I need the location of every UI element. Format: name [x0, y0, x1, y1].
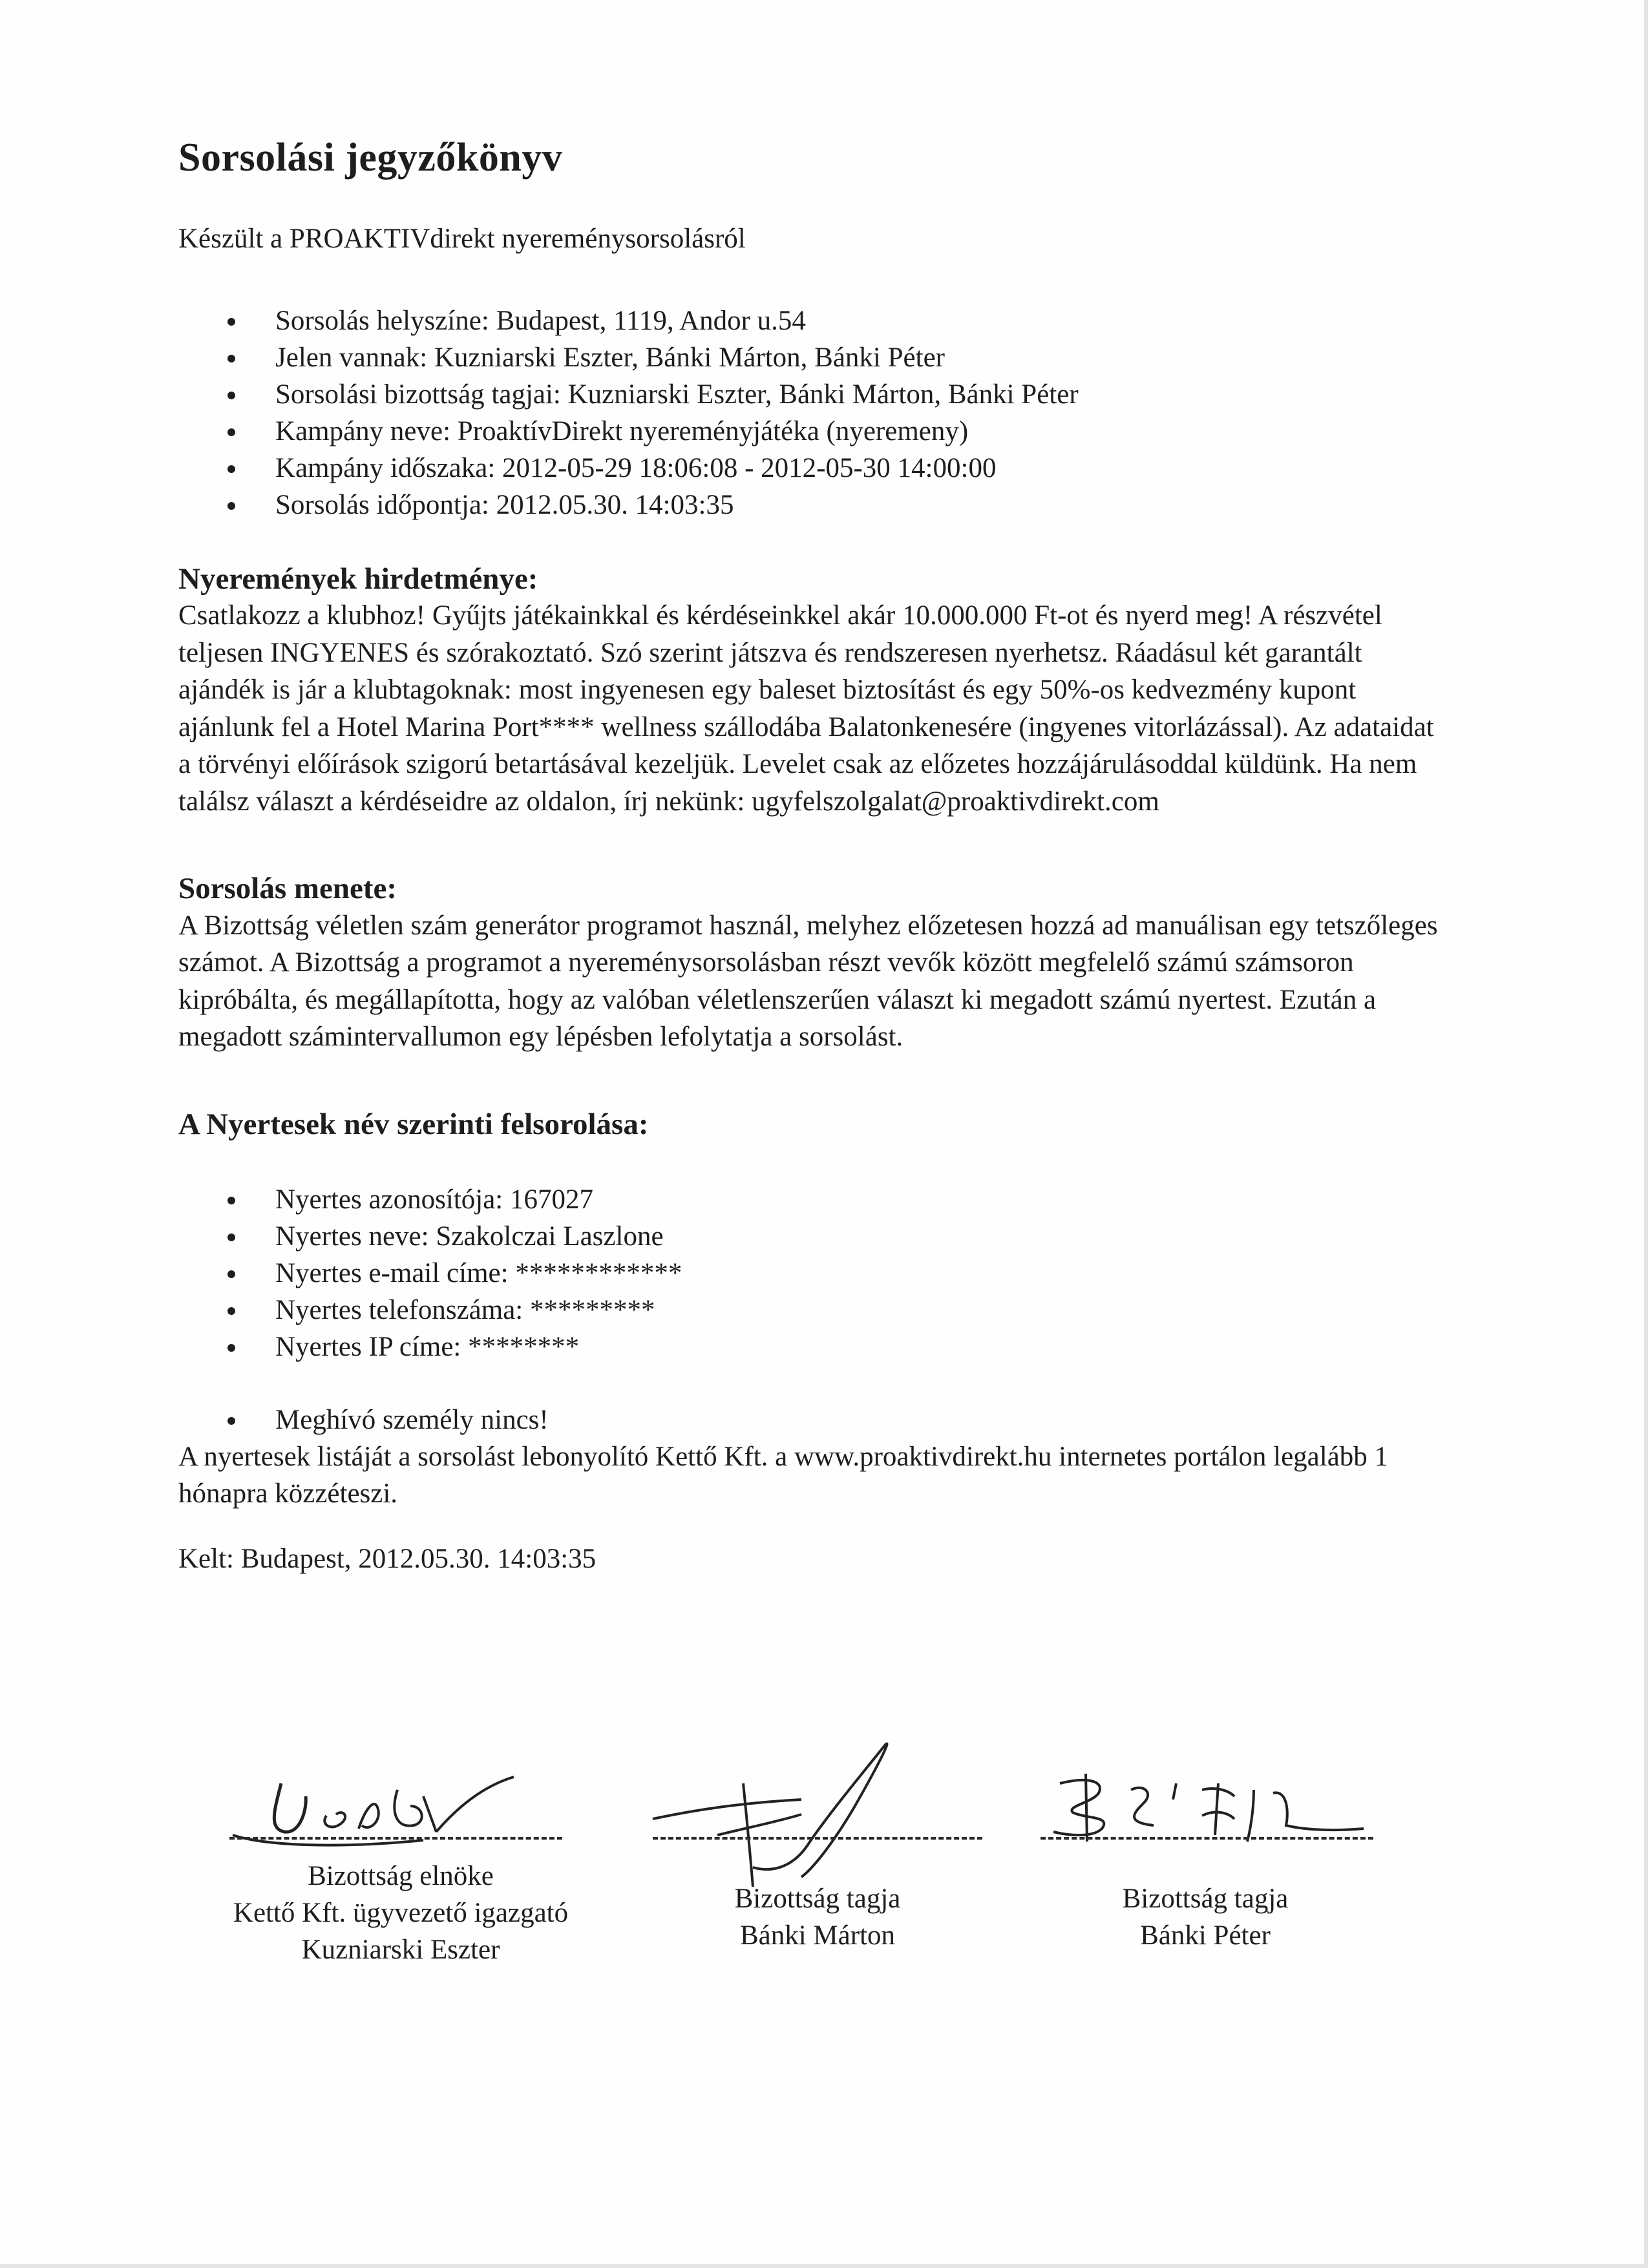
signature-2-handwriting: [646, 1738, 924, 1893]
referrer-item: Meghívó személy nincs!: [178, 1402, 1445, 1438]
signed-date-line: Kelt: Budapest, 2012.05.30. 14:03:35: [178, 1543, 597, 1574]
document-title: Sorsolási jegyzőkönyv: [178, 136, 563, 180]
info-item-campaign-period: Kampány időszaka: 2012-05-29 18:06:08 - 2012-05-30 14:00:00: [178, 450, 1445, 487]
publish-paragraph: A nyertesek listáját a sorsolást lebonyolító Kettő Kft. a www.proaktivdirekt.hu internetes portálon legalább 1 hónapra közzéteszi.: [178, 1441, 1389, 1509]
signature-1-caption: [187, 1858, 614, 1968]
document-body: [178, 136, 1445, 1576]
signature-1-line: [229, 1837, 562, 1840]
scan-edge-right: [1644, 0, 1648, 2268]
draw-info-list: [178, 302, 1445, 523]
signature-3-name: Bánki Péter: [1140, 1920, 1271, 1951]
signature-2-role: Bizottság tagja: [734, 1884, 901, 1914]
signature-2-name: Bánki Márton: [739, 1920, 896, 1951]
prizes-paragraph: Csatlakozz a klubhoz! Gyűjts játékainkkal és kérdéseinkkel akár 10.000.000 Ft-ot és nyerd meg! A részvétel teljesen INGYENES és szórakoztató. Szó szerint játszva és rendszeresen nyerhetsz. Ráadásul két garantált ajándék is jár a klubtagoknak: most ingyenesen egy baleset biztosítást és egy 50%-os kedvezmény kupont ajánlunk fel a Hotel Marina Port**** wellness szállodába Balatonkenesére (ingyenes vitorlázással). Az adataidat a törvényi előírások szigorú betartásával kezeljük. Levelet csak az előzetes hozzájárulásoddal küldünk. Ha nem találsz választ a kérdéseidre az oldalon, írj nekünk: ugyfelszolgalat@proaktivdirekt.com: [178, 600, 1434, 817]
signature-1-name: Kuzniarski Eszter: [301, 1935, 500, 1965]
info-item-campaign-name: Kampány neve: ProaktívDirekt nyereményjátéka (nyeremeny): [178, 413, 1445, 450]
winner-email: Nyertes e-mail címe: ************: [178, 1255, 1445, 1292]
process-heading: Sorsolás menete:: [178, 872, 397, 906]
info-item-location: Sorsolás helyszíne: Budapest, 1119, Andor u.54: [178, 302, 1445, 339]
info-item-draw-time: Sorsolás időpontja: 2012.05.30. 14:03:35: [178, 487, 1445, 523]
winner-ip: Nyertes IP címe: ********: [178, 1328, 1445, 1365]
signature-3-role: Bizottság tagja: [1122, 1884, 1289, 1914]
winners-heading: A Nyertesek név szerinti felsorolása:: [178, 1107, 649, 1141]
signature-3-line: [1041, 1837, 1373, 1840]
winner-info-list: [178, 1181, 1445, 1365]
info-item-present: Jelen vannak: Kuzniarski Eszter, Bánki Márton, Bánki Péter: [178, 339, 1445, 376]
process-paragraph: A Bizottság véletlen szám generátor programot használ, melyhez előzetesen hozzá ad manuálisan egy tetszőleges számot. A Bizottság a programot a nyereménysorsolásban részt vevők között megfelelő számú számsoron kipróbálta, és megállapította, hogy az valóban véletlenszerűen választ ki megadott számú nyertest. Ezután a megadott számintervallumon egy lépésben lefolytatja a sorsolást.: [178, 910, 1438, 1053]
signature-3-handwriting: [1041, 1764, 1377, 1854]
referrer-list: [178, 1402, 1445, 1438]
winner-name: Nyertes neve: Szakolczai Laszlone: [178, 1218, 1445, 1255]
signature-1-handwriting: [229, 1770, 565, 1854]
signature-1-position: Kettő Kft. ügyvezető igazgató: [233, 1898, 569, 1928]
document-subtitle: Készült a PROAKTIVdirekt nyereménysorsolásról: [178, 224, 746, 255]
info-item-committee: Sorsolási bizottság tagjai: Kuzniarski Eszter, Bánki Márton, Bánki Péter: [178, 376, 1445, 413]
signature-2-line: [653, 1837, 982, 1840]
winner-id: Nyertes azonosítója: 167027: [178, 1181, 1445, 1218]
signature-3-caption: [1034, 1880, 1377, 1954]
signature-1-role: Bizottság elnöke: [308, 1861, 494, 1891]
winner-phone: Nyertes telefonszáma: *********: [178, 1292, 1445, 1328]
prizes-heading: Nyeremények hirdetménye:: [178, 562, 538, 596]
signature-2-caption: [646, 1880, 989, 1954]
scan-edge-bottom: [0, 2264, 1648, 2268]
